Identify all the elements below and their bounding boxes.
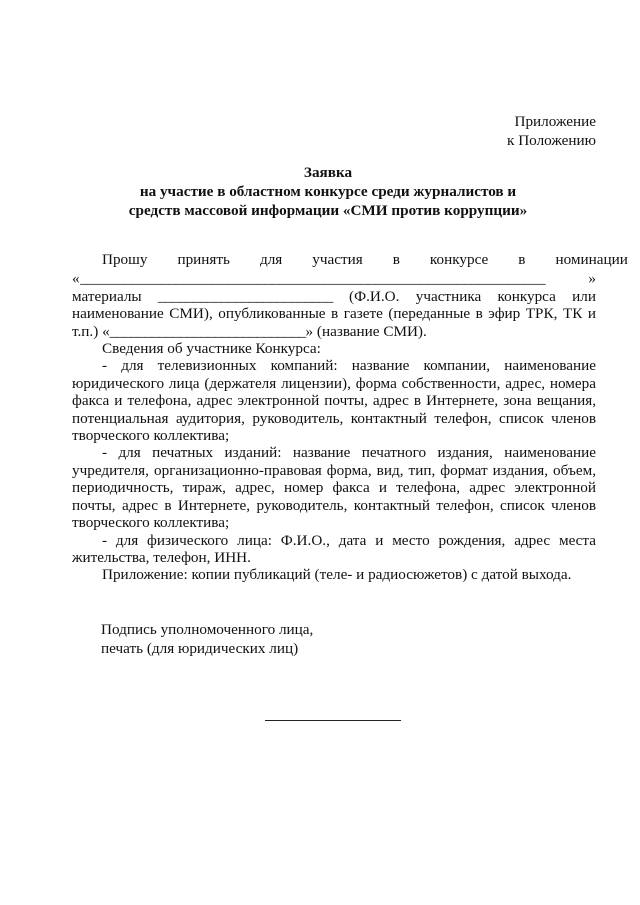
title-line-3: средств массовой информации «СМИ против коррупции» [128, 202, 528, 219]
signature-block [101, 620, 313, 658]
participant-individual: - для физического лица: Ф.И.О., дата и место рождения, адрес места жительства, телефон, ИНН. [72, 531, 596, 566]
request-word: для [259, 251, 283, 268]
document-title [60, 163, 596, 220]
request-word: номинации [555, 251, 628, 268]
request-word: в [392, 251, 400, 268]
author-blank-field[interactable]: _________________________ [157, 287, 333, 305]
media-blank-field[interactable]: ____________________________ [109, 322, 306, 340]
request-line-5 [72, 323, 596, 340]
request-word: или [572, 287, 596, 305]
request-word: участника [415, 287, 482, 305]
request-word: материалы [72, 287, 142, 305]
signature-underline [265, 720, 401, 721]
request-line-4: наименование СМИ), опубликованные в газете (переданные в эфир ТРК, ТК и [72, 305, 596, 323]
title-line-2: на участие в областном конкурсе среди журналистов и [139, 183, 517, 200]
request-word: Прошу [102, 251, 148, 268]
document-body [72, 251, 628, 584]
appendix-note [507, 112, 596, 150]
media-prefix: т.п.) « [72, 322, 110, 340]
participant-tv: - для телевизионных компаний: название компании, наименование юридического лица (держателя лицензии), форма собственности, адрес, номера факса и телефона, адрес электронной почты, адрес в Интернете, зона вещания, потенциальная аудитория, руководитель, контактный телефон, список членов творческого коллектива; [72, 357, 596, 445]
request-word: участия [312, 251, 363, 268]
title-line-1: Заявка [303, 164, 353, 181]
participant-heading: Сведения об участнике Конкурса: [102, 340, 321, 358]
signature-line-2: печать (для юридических лиц) [101, 640, 299, 657]
request-word: принять [177, 251, 230, 268]
attachment-note: Приложение: копии публикаций (теле- и радиосюжетов) с датой выхода. [102, 566, 572, 584]
appendix-line-2: к Положению [507, 132, 596, 149]
quote-open: « [72, 270, 80, 288]
appendix-line-1: Приложение [514, 113, 596, 130]
request-line-3 [72, 288, 596, 305]
participant-print: - для печатных изданий: название печатного издания, наименование учредителя, организационно-правовая форма, вид, тип, формат издания, объем, периодичность, тираж, адрес, номер факса и телефона, адрес электронной почты, адрес в Интернете, руководитель, контактный телефон, список членов творческого коллектива; [72, 444, 596, 532]
nomination-line [72, 270, 596, 287]
quote-close: » [588, 270, 596, 288]
request-word: конкурса [497, 287, 556, 305]
nomination-blank-field[interactable]: _______________________________________________________________ [79, 270, 546, 288]
request-word: в [518, 251, 526, 268]
request-word: (Ф.И.О. [349, 287, 400, 305]
request-word: конкурсе [429, 251, 489, 268]
request-line-1 [72, 251, 628, 268]
signature-line-1: Подпись уполномоченного лица, [101, 621, 314, 638]
media-suffix: » (название СМИ). [305, 322, 427, 340]
